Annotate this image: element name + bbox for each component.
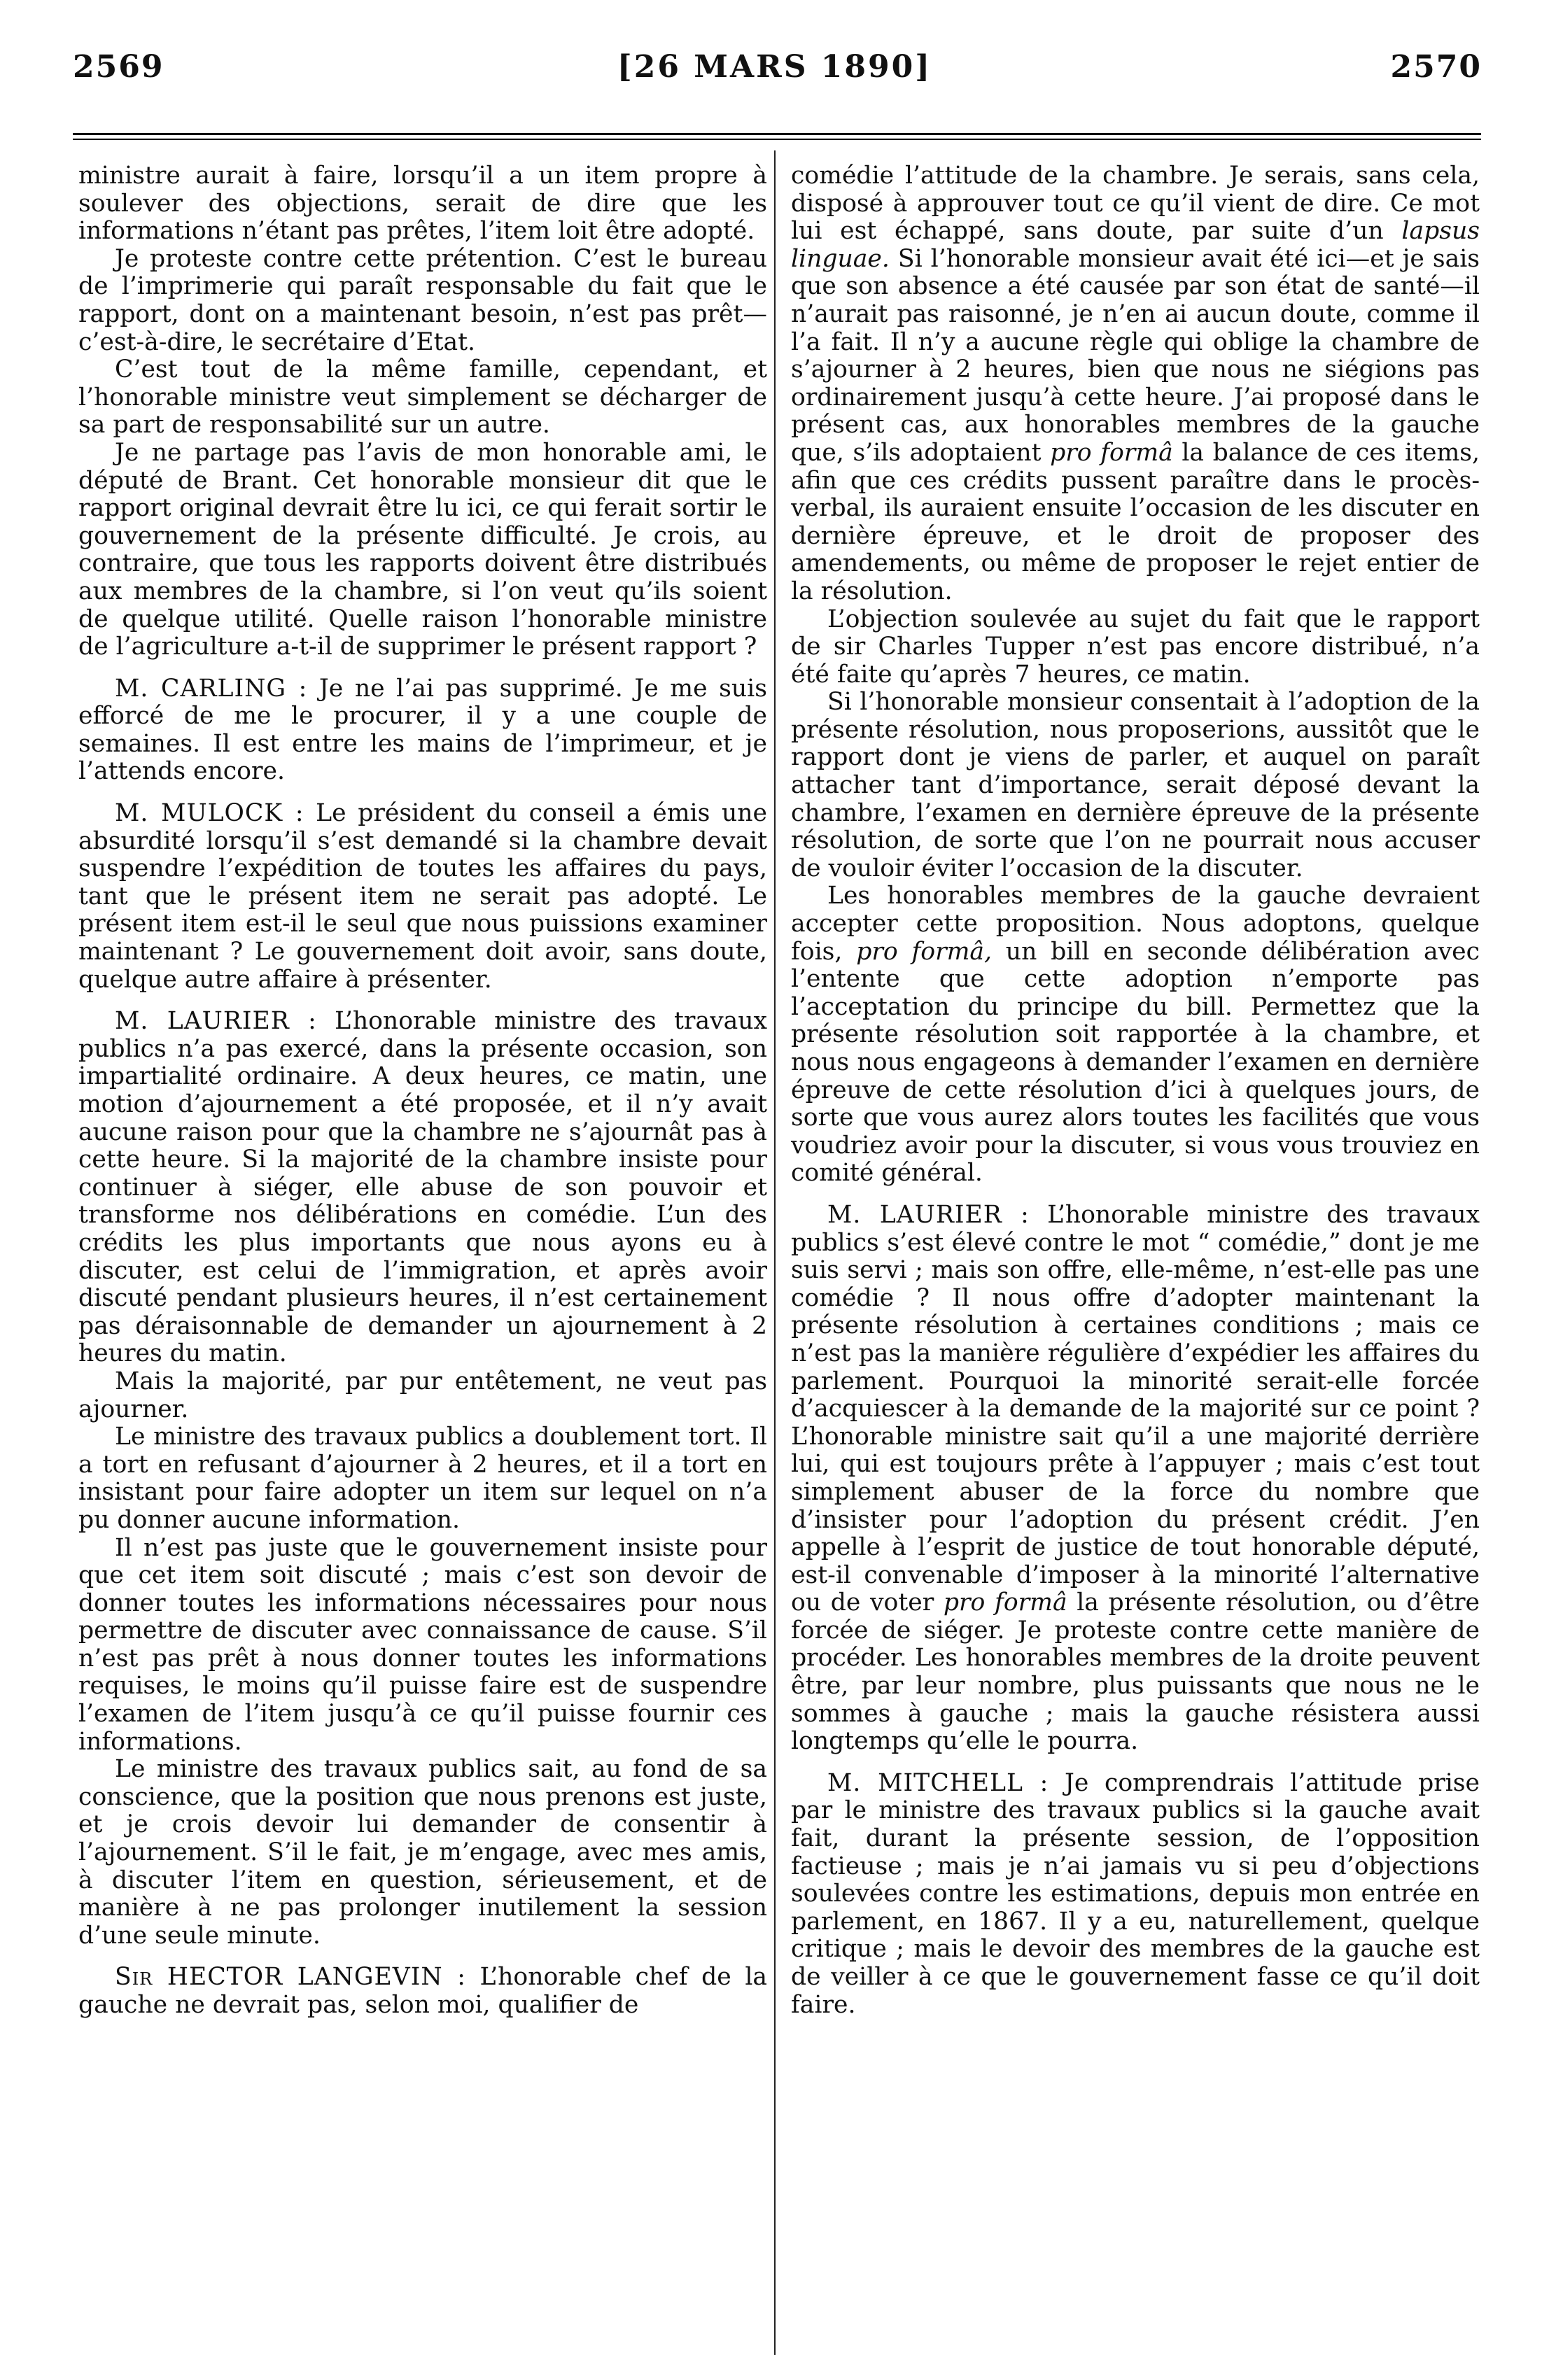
speech-laurier: M. LAURIER : L’honorable ministre des travaux publics s’est élevé contre le mot “ comédie,” dont je me suis servi ; mais son offre, elle-même, n’est-elle pas une comédie ? Il nous offre d’adopter maintenant la présente résolution à certaines conditions ; mais ce n’est pas la manière régulière d’expédier les affaires du parlement. Pourquoi la minorité serait-elle forcée d’acquiescer à la demande de la majorité sur ce point ? L’honorable ministre sait qu’il a une majorité derrière lui, qui est toujours prête à l’appuyer ; mais c’est tout simplement abuser de la force du nombre que d’insister pour l’adoption du présent crédit. J’en appelle à l’esprit de justice de tout honorable député, est-il convenable d’imposer à la minorité l’alternative ou de voter pro formâ la présente résolution, ou d’être forcée de siéger. Je proteste contre cette manière de procéder. Les honorables membres de la droite peuvent être, par leur nombre, plus puissants que nous ne le sommes à gauche ; mais la gauche résistera aussi longtemps qu’elle le pourra. bbox=[791, 1200, 1480, 1756]
header-rule bbox=[73, 133, 1481, 135]
speech-mulock: M. MULOCK : Le président du conseil a émis une absurdité lorsqu’il s’est demandé si la chambre devait suspendre l’expédition de toutes les affaires du pays, tant que le présent item ne serait pas adopté. Le présent item est-il le seul que nous puissions examiner maintenant ? Le gouvernement doit avoir, sans doute, quelque autre affaire à présenter. bbox=[78, 799, 767, 994]
paragraph-continuation: ministre aurait à faire, lorsqu’il a un item propre à soulever des objections, serait de dire que les informations n’étant pas prêtes, l’item loit être adopté. bbox=[78, 162, 767, 246]
speaker-name: M. MITCHELL : bbox=[827, 1768, 1049, 1797]
paragraph: Si l’honorable monsieur consentait à l’adoption de la présente résolution, nous proposerions, aussitôt que le rapport dont je viens de parler, et auquel on paraît attacher tant d’importance, serait déposé devant la chambre, l’examen en dernière épreuve de la présente résolution, de sorte que l’on ne pourrait nous accuser de vouloir éviter l’occasion de la discuter. bbox=[791, 688, 1480, 882]
paragraph: Je ne partage pas l’avis de mon honorable ami, le député de Brant. Cet honorable monsieur dit que le rapport original devrait être lu ici, ce qui ferait sortir le gouvernement de la présente difficulté. Je crois, au contraire, que tous les rapports doivent être distribués aux membres de la chambre, si l’on veut qu’ils soient de quelque utilité. Quelle raison l’honorable ministre de l’agriculture a-t-il de supprimer le présent rapport ? bbox=[78, 438, 767, 661]
paragraph: Le ministre des travaux publics sait, au fond de sa conscience, que la position que nous prenons est juste, et je crois devoir lui demander de consentir à l’ajournement. S’il le fait, je m’engage, avec mes amis, à discuter l’item en question, sérieusement, et de manière à ne pas prolonger inutilement la session d’une seule minute. bbox=[78, 1755, 767, 1950]
speech-langevin: Sir HECTOR LANGEVIN : L’honorable chef de la gauche ne devrait pas, selon moi, qualifier de bbox=[78, 1963, 767, 2019]
speech-carling: M. CARLING : Je ne l’ai pas supprimé. Je me suis efforcé de me le procurer, il y a une couple de semaines. Il est entre les mains de l’imprimeur, et je l’attends encore. bbox=[78, 674, 767, 786]
right-column bbox=[791, 162, 1480, 2360]
speaker-name: M. CARLING : bbox=[115, 674, 308, 703]
speech-laurier: M. LAURIER : L’honorable ministre des travaux publics n’a pas exercé, dans la présente occasion, son impartialité ordinaire. A deux heures, ce matin, une motion d’ajournement a été proposée, et il n’y avait aucune raison pour que la chambre ne s’ajournât pas à cette heure. Si la majorité de la chambre insiste pour continuer à siéger, elle abuse de son pouvoir et transforme nos délibérations en comédie. L’un des crédits les plus importants que nous ayons eu à discuter, est celui de l’immigration, et après avoir discuté pendant plusieurs heures, il n’est certainement pas déraisonnable de demander un ajournement à 2 heures du matin. bbox=[78, 1007, 767, 1368]
page-number-left: 2569 bbox=[73, 49, 164, 85]
running-head-date: [26 MARS 1890] bbox=[617, 49, 932, 85]
paragraph: Mais la majorité, par pur entêtement, ne veut pas ajourner. bbox=[78, 1367, 767, 1423]
paragraph-continuation: comédie l’attitude de la chambre. Je serais, sans cela, disposé à approuver tout ce qu’il vient de dire. Ce mot lui est échappé, sans doute, par suite d’un lapsus linguae. Si l’honorable monsieur avait été ici—et je sais que son absence a été causée par son état de santé—il n’aurait pas raisonné, je n’en ai aucun doute, comme il l’a fait. Il n’y a aucune règle qui oblige la chambre de s’ajourner à 2 heures, bien que nous ne siégions pas ordinairement jusqu’à cette heure. J’ai proposé dans le présent cas, aux honorables membres de la gauche que, s’ils adoptaient pro formâ la balance de ces items, afin que ces crédits pussent paraître dans le procès-verbal, ils auraient ensuite l’occasion de les discuter en dernière épreuve, et le droit de proposer des amendements, ou même de proposer le rejet entier de la résolution. bbox=[791, 162, 1480, 605]
paragraph: Je proteste contre cette prétention. C’est le bureau de l’imprimerie qui paraît responsable du fait que le rapport, dont on a maintenant besoin, n’est pas prêt—c’est-à-dire, le secrétaire d’Etat. bbox=[78, 244, 767, 356]
paragraph: Il n’est pas juste que le gouvernement insiste pour que cet item soit discuté ; mais c’est son devoir de donner toutes les informations nécessaires pour nous permettre de discuter avec connaissance de cause. S’il n’est pas prêt à nous donner toutes les informations requises, le moins qu’il puisse faire est de suspendre l’examen de l’item jusqu’à ce qu’il puisse fournir ces informations. bbox=[78, 1533, 767, 1756]
speech-mitchell: M. MITCHELL : Je comprendrais l’attitude prise par le ministre des travaux publics si la gauche avait fait, durant la présente session, de l’opposition factieuse ; mais je n’ai jamais vu si peu d’objections soulevées contre les estimations, depuis mon entrée en parlement, en 1867. Il y a eu, naturellement, quelque critique ; mais le devoir des membres de la gauche est de veiller à ce que le gouvernement fasse ce qu’il doit faire. bbox=[791, 1768, 1480, 2019]
paragraph: Les honorables membres de la gauche devraient accepter cette proposition. Nous adoptons, quelque fois, pro formâ, un bill en seconde délibération avec l’entente que cette adoption n’emporte pas l’acceptation du principe du bill. Permettez que la présente résolution soit rapportée à la chambre, et nous nous engageons à demander l’examen en dernière épreuve de cette résolution d’ici à quelques jours, de sorte que vous aurez alors toutes les facilités que vous voudriez avoir pour la discuter, si vous vous trouviez en comité général. bbox=[791, 882, 1480, 1188]
paragraph: L’objection soulevée au sujet du fait que le rapport de sir Charles Tupper n’est pas encore distribué, n’a été faite qu’après 7 heures, ce matin. bbox=[791, 605, 1480, 689]
paragraph: Le ministre des travaux publics a doublement tort. Il a tort en refusant d’ajourner à 2 heures, et il a tort en insistant pour faire adopter un item sur lequel on n’a pu donner aucune information. bbox=[78, 1423, 767, 1534]
paragraph: C’est tout de la même famille, cependant, et l’honorable ministre veut simplement se décharger de sa part de responsabilité sur un autre. bbox=[78, 355, 767, 439]
column-divider bbox=[774, 150, 776, 2355]
speaker-name: M. MULOCK : bbox=[115, 799, 304, 828]
page-number-right: 2570 bbox=[1390, 49, 1482, 85]
left-column bbox=[78, 162, 767, 2360]
speaker-name: M. LAURIER : bbox=[115, 1007, 317, 1036]
header-rule-thin bbox=[73, 139, 1481, 140]
page-header bbox=[0, 0, 1549, 98]
speaker-name: Sir HECTOR LANGEVIN : bbox=[115, 1963, 466, 1992]
speaker-name: M. LAURIER : bbox=[827, 1200, 1030, 1229]
